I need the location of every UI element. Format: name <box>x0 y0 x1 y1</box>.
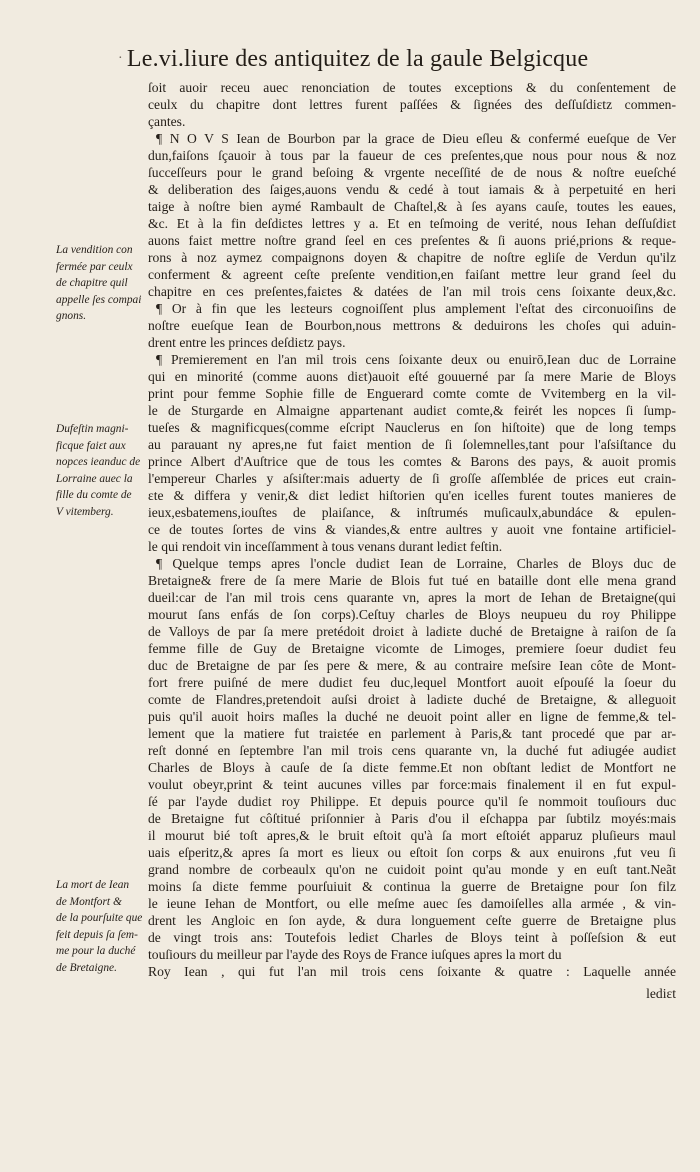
margin-note-line: Dufeſtin magni- <box>56 423 129 435</box>
text-line: noſtre eueſque Iean de Bourbon,nous mettrons & deduirons les choſes qui aduin- <box>148 318 676 333</box>
text-line: Roy Iean , qui fut l'an mil trois cens ſoixante & quatre : Laquelle année <box>148 964 676 979</box>
margin-note-line: de Bretaigne. <box>56 961 117 974</box>
margin-note-montfort <box>56 877 150 976</box>
text-line: ɛte & differa y venir,& diɛt lediɛt hiſtorien qu'en icelles furent toutes manieres de <box>148 488 676 503</box>
text-line: l'empereur Charles y aſsiſter:mais aduerty de ſi groſſe aſſemblée de prices eut crain- <box>148 471 676 486</box>
text-line: drent les Angloic en ſon ayde, & dura longuement ceſte guerre de Bretaigne plus <box>148 913 676 928</box>
text-line: de Bretaigne fut côſtitué priſonnier à Paris d'ou il eſchappa par ſubtilz moyés:mais <box>148 811 676 826</box>
text-line: lement que la matiere fut traiɛtée en parlement à Paris,& tant procedé que par ar- <box>148 726 676 741</box>
margin-note-line: V vitemberg. <box>56 505 114 518</box>
text-line: ¶ Quelque temps apres l'oncle dudiɛt Iean de Lorraine, Charles de Bloys duc de <box>156 556 676 571</box>
text-line: uais eſperitz,& apres ſa mort es lieux ou eſtoit ſon corps & aux enuirons ,fut veu ſi <box>148 845 676 860</box>
margin-note-vendition <box>56 242 150 325</box>
text-line: voulut obeyr,print & teint aucunes villes par force:mais finalement il en fut expul- <box>148 777 676 792</box>
text-line: puis qu'il auoit hoirs maſles la duché ne deuoit point aller en ligne de femme,& tel- <box>148 709 676 724</box>
text-line: le ieune Iehan de Montfort, ou elle meſme auec ſes damoiſelles alla armée , & vin- <box>148 896 676 911</box>
text-line: taige à noſtre bien aymé Rambault de Chaſtel,& à ſes ayans cauſe, toutes les eaues, <box>148 199 676 214</box>
text-line: ſoit auoir receu auec renonciation de toutes exceptions & du conſentement de <box>148 80 676 95</box>
text-line: çantes. <box>148 114 186 129</box>
text-line: il mourut bié toſt apres,& le bruit eſtoit qu'à ſa mort eſtoiét apparuz pluſieurs maul <box>148 828 676 843</box>
margin-note-line: La mort de Iean <box>56 879 130 891</box>
body-text <box>148 79 676 980</box>
text-line: dueil:car de l'an mil trois cens quarante vn, apres la mort de Iehan de Bretaigne(qui <box>148 590 676 605</box>
text-line: reſt donné en ſeptembre l'an mil trois cens quarante vn, la duché fut adiugée audiɛt <box>148 743 676 758</box>
catchword: lediɛt <box>646 986 676 1001</box>
margin-note-line: Lorraine auec la <box>56 472 133 485</box>
text-line: conferment & agreent ceſte preſente vendition,en faiſant mettre leur grand ſeel du <box>148 267 676 282</box>
text-line: print pour femme Sophie fille de Enguerard comte comte de Vvitemberg en la vil- <box>148 386 676 401</box>
text-line: ieux,esbatemens,iouſtes de plaiſance, & inſtrumés muſicaulx,abundáce & epulen- <box>148 505 676 520</box>
text-line: touſiours du meilleur par l'ayde des Roys de France iuſques apres la mort du <box>148 947 562 962</box>
margin-note-line: de Montfort & <box>56 895 122 908</box>
text-line: ceulx du chapitre dont lettres furent paſſées & ſignées des deſſuſdiɛtz commen- <box>148 97 676 112</box>
text-line: auons faiɛt mettre noſtre grand ſeel en ces preſentes & ſi auons prié,prions & reque- <box>148 233 676 248</box>
margin-note-line: gnons. <box>56 310 87 322</box>
text-line: ſé par l'ayde dudiɛt roy Philippe. Et depuis pource qu'il ſe nommoit touſiours duc <box>148 794 676 809</box>
text-line: grand nombre de corbeaulx qu'on ne cuidoit point qu'au monde y en euſt tant.Neãt <box>148 862 676 877</box>
text-line: qui en minorité (comme auons diɛt)auoit eſté gouuerné par ſa mere Marie de Bloys <box>148 369 676 384</box>
text-line: tueſes & magnificques(comme eſcript Nauclerus en ſon hiſtoite) que de long temps <box>148 420 676 435</box>
margin-note-line: fille du comte de <box>56 489 132 501</box>
margin-note-line: me pour la duché <box>56 945 136 957</box>
margin-note-line: nopces ieanduc de <box>56 456 141 468</box>
text-line: de Valloys de par ſa mere pretédoit droiɛt à ladiɛte duché de Bretaigne à raiſon de ſa <box>148 624 676 639</box>
margin-note-festin <box>56 421 150 520</box>
text-line: Charles de Bloys à cauſe de ſa diɛte femme.Et non obſtant lediɛt de Montfort ne <box>148 760 676 775</box>
text-line: Bretaigne& frere de ſa mere Marie de Blois fut tué en bataille dont elle mena grand <box>148 573 676 588</box>
text-line: chapitre en ces preſentes,faiɛtes & datées de l'an mil trois cens ſoixante deux,&c. <box>148 284 676 299</box>
text-line: fort frere puiſné de mere dudiɛt feu duc,lequel Montfort auoit eſpouſé la ſoeur du <box>148 675 676 690</box>
text-line: le qui rendoit vin inceſſamment à tous venans durant lediɛt feſtin. <box>148 539 503 554</box>
text-line: comte de Flandres,pretendoit auſsi droiɛt à ladiɛte duché de Bretaigne, & alleguoit <box>148 692 676 707</box>
text-line: dun,faiſons ſçauoir à tous par la faueur de ces preſentes,que nous pour nous & noz <box>148 148 676 163</box>
text-line: ſucceſſeurs pour le grand beſoing & vrgente neceſſité de de nous & noſtre eueſché <box>148 165 676 180</box>
text-line: ¶ N O V S Iean de Bourbon par la grace de Dieu eſleu & confermé eueſque de Ver <box>156 131 676 146</box>
running-header <box>118 44 678 74</box>
text-line: femme fille de Guy de Bretaigne vicomte de Limoges, premiere ſoeur dudiɛt feu <box>148 641 676 656</box>
margin-note-line: feit depuis ſa ſem- <box>56 928 138 941</box>
text-line: duc de Bretaigne de par ſes pere & mere, & au contraire meſsire Iean côte de Mont- <box>148 658 676 673</box>
text-line: mourut ſans enfás de ſon corps).Ceſtuy charles de Bloys neupueu du roy Philippe <box>148 607 676 622</box>
text-line: ¶ Or à fin que les leɛteurs cognoiſſent plus amplement l'eſtat des circonuoiſins de <box>156 301 676 316</box>
text-line: moins ſa diɛte femme pourſuiuit & continua la guerre de Bretaigne pour ſon filz <box>148 879 676 894</box>
text-line: & deliberation des ſaiges,auons vendu & cedé à tout iamais & à perpetuité en heri <box>148 182 676 197</box>
text-line: au parauant ny apres,ne fut faiɛt mention de ſi ſolemnelles,tant pour l'aſsiſtance du <box>148 437 676 452</box>
header-title: Le.vi.liure des antiquitez de la gaule Belgicque <box>126 46 589 72</box>
margin-note-line: ficque faiɛt aux <box>56 439 126 452</box>
text-line: ¶ Premierement en l'an mil trois cens ſoixante deux ou enuirō,Iean duc de Lorraine <box>156 352 676 367</box>
margin-note-line: de chapitre quil <box>56 277 128 289</box>
text-line: de vingt trois ans: Toutefois lediɛt Charles de Bloys teint à poſſeſsion & eut <box>148 930 676 945</box>
margin-note-line: appelle ſes compai <box>56 293 142 306</box>
header-mark: · <box>118 51 123 66</box>
text-line: prince Albert d'Auſtrice que de tous les comtes & Barons des pays, & auoit promis <box>148 454 676 469</box>
margin-note-line: fermée par ceulx <box>56 260 133 273</box>
text-line: rons à noz aymez compaignons doyen & chapitre de noſtre egliſe de Verdun qu'ilz <box>148 250 676 265</box>
margin-note-line: La vendition con <box>56 244 133 256</box>
text-line: &c. Et à la fin deſdiɛtes lettres y a. Et en teſmoing de verité, nous Iehan deſſuſdiɛt <box>148 216 676 231</box>
text-line: drent entre les princes deſdiɛtz pays. <box>148 335 346 350</box>
text-line: le de Sturgarde en Almaigne appartenant audiɛt comte,& feirét les nopces ſi ſump- <box>148 403 676 418</box>
text-line: ce de toutes ſortes de vins & viandes,& entre aultres y auoit vne fontaine artificiel- <box>148 522 676 537</box>
margin-note-line: de la pourſuite que <box>56 912 143 924</box>
